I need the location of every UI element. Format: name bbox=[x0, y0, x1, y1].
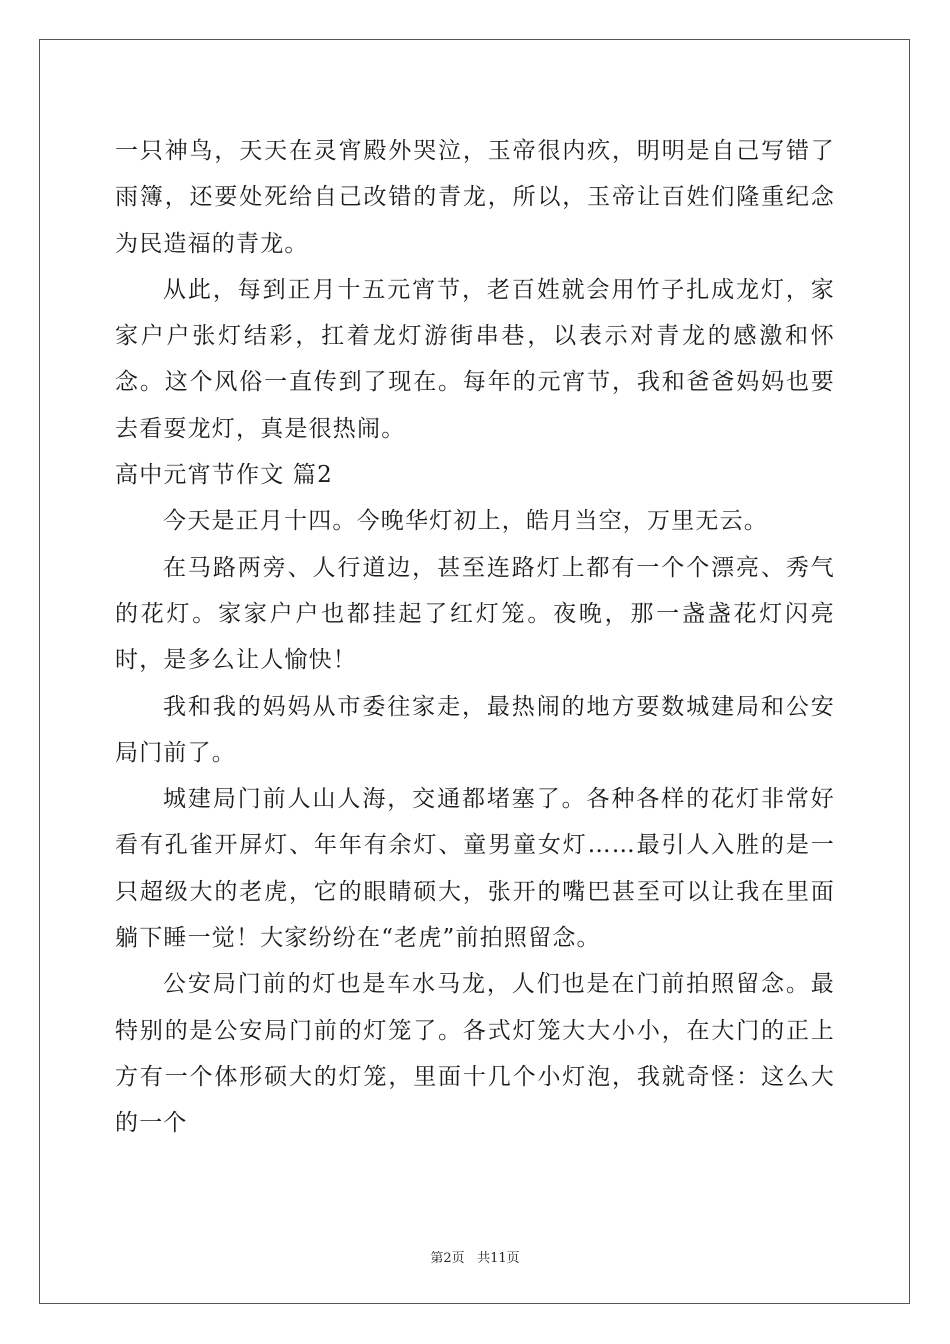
page-footer bbox=[0, 1247, 950, 1266]
page-total: 共11页 bbox=[477, 1251, 520, 1266]
paragraph: 公安局门前的灯也是车水马龙，人们也是在门前拍照留念。最特别的是公安局门前的灯笼了。各式灯笼大大小小，在大门的正上方有一个体形硕大的灯笼，里面十几个小灯泡，我就奇怪：这么大的一个 bbox=[115, 971, 835, 1137]
page-number: 第2页 bbox=[430, 1251, 465, 1266]
document-body bbox=[115, 128, 835, 1147]
paragraph: 我和我的妈妈从市委往家走，最热闹的地方要数城建局和公安局门前了。 bbox=[115, 693, 835, 766]
footer-spacer bbox=[465, 1251, 477, 1266]
section-heading: 高中元宵节作文 篇2 bbox=[115, 462, 333, 489]
paragraph: 一只神鸟，天天在灵宵殿外哭泣，玉帝很内疚，明明是自己写错了雨簿，还要处死给自己改错的青龙，所以，玉帝让百姓们隆重纪念为民造福的青龙。 bbox=[115, 138, 835, 257]
paragraph: 在马路两旁、人行道边，甚至连路灯上都有一个个漂亮、秀气的花灯。家家户户也都挂起了红灯笼。夜晚，那一盏盏花灯闪亮时，是多么让人愉快！ bbox=[115, 554, 835, 674]
paragraph: 今天是正月十四。今晚华灯初上，皓月当空，万里无云。 bbox=[163, 508, 768, 535]
paragraph: 城建局门前人山人海，交通都堵塞了。各种各样的花灯非常好看有孔雀开屏灯、年年有余灯、童男童女灯……最引人入胜的是一只超级大的老虎，它的眼睛硕大，张开的嘴巴甚至可以让我在里面躺下睡一觉！大家纷纷在“老虎”前拍照留念。 bbox=[115, 786, 835, 952]
paragraph: 从此，每到正月十五元宵节，老百姓就会用竹子扎成龙灯，家家户户张灯结彩，扛着龙灯游街串巷，以表示对青龙的感激和怀念。这个风俗一直传到了现在。每年的元宵节，我和爸爸妈妈也要去看耍龙灯，真是很热闹。 bbox=[115, 276, 835, 442]
